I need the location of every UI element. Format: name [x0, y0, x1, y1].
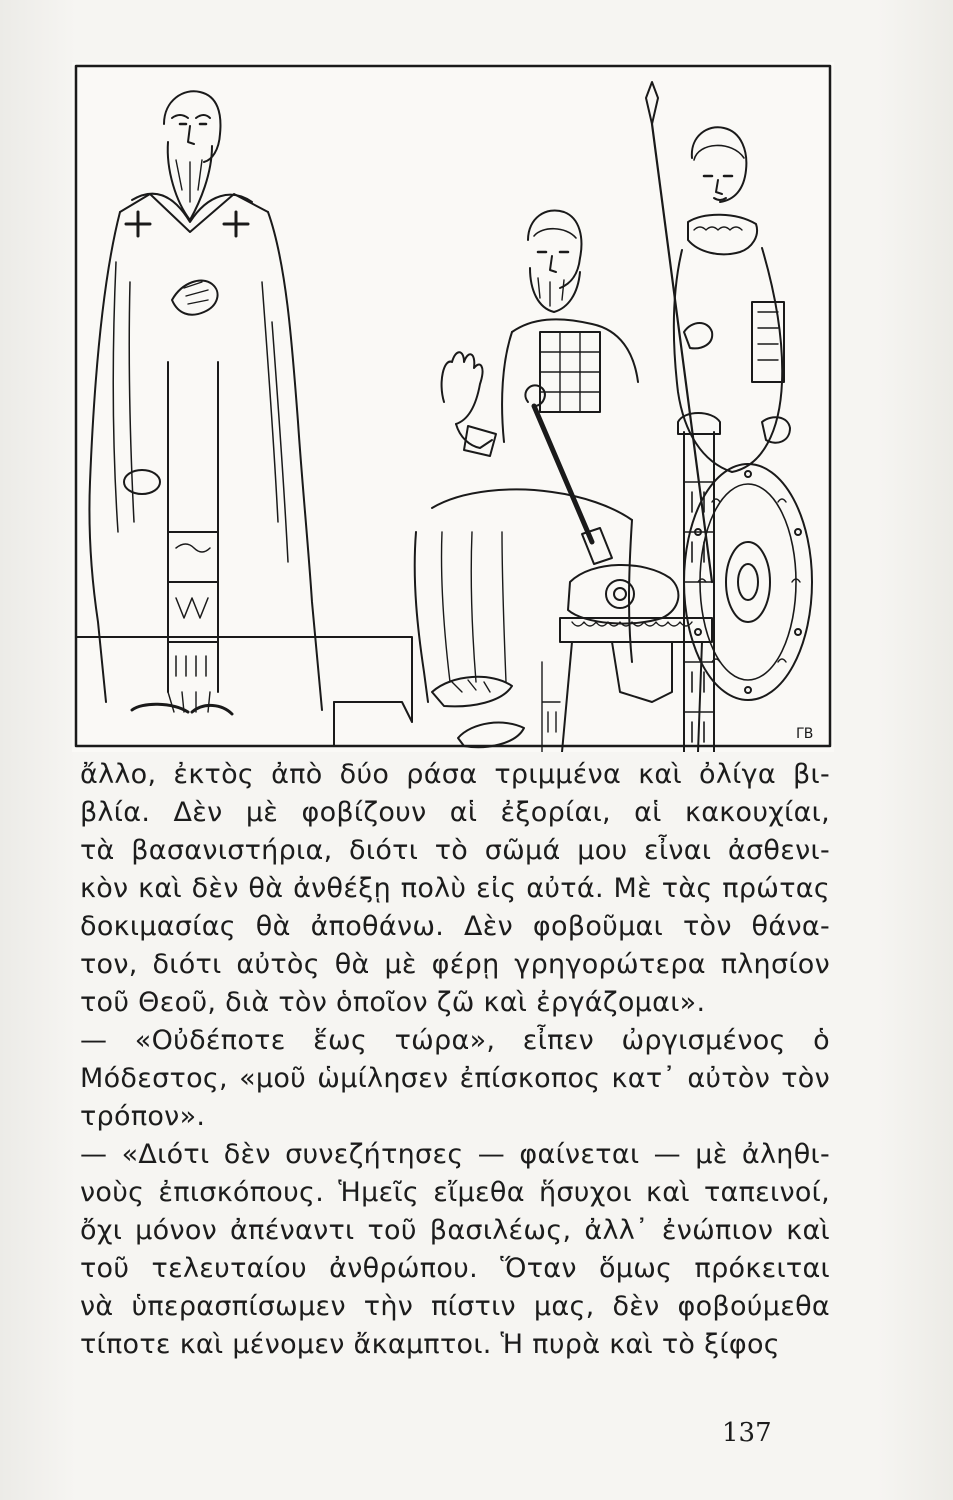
throne — [542, 413, 720, 752]
text-line: νὰ ὑπερασπίσωμεν τὴν πίστιν μας, δὲν φοβούμεθα — [80, 1291, 830, 1322]
text-line: τὰ βασανιστήρια, διότι τὸ σῶμά μου εἶναι ἀσθενι- — [80, 835, 830, 866]
text-line: δοκιμασίας θὰ ἀποθάνω. Δὲν φοβοῦμαι τὸν θάνα- — [80, 911, 830, 942]
emperor-figure — [415, 210, 679, 747]
text-line: ὄχι μόνον ἀπέναντι τοῦ βασιλέως, ἀλλ᾽ ἐνώπιον καὶ — [80, 1215, 830, 1246]
text-line: τίποτε καὶ μένομεν ἄκαμπτοι. Ἡ πυρὰ καὶ τὸ ξίφος — [80, 1329, 780, 1360]
illustration — [72, 62, 834, 752]
bishop-figure — [89, 91, 322, 714]
illustration-frame — [76, 66, 830, 746]
text-line: — «Οὐδέποτε ἕως τώρα», εἶπεν ὠργισμένος ὁ — [80, 1025, 830, 1056]
paragraph — [80, 1136, 830, 1364]
artist-signature: ΓΒ — [796, 726, 814, 742]
paragraph — [80, 756, 830, 1022]
text-line: ἄλλο, ἐκτὸς ἀπὸ δύο ράσα τριμμένα καὶ ὀλίγα βι- — [80, 759, 830, 790]
body-text — [80, 756, 830, 1364]
paragraph — [80, 1022, 830, 1136]
illustration-drawing — [72, 62, 834, 752]
text-line: κὸν καὶ δὲν θὰ ἀνθέξῃ πολὺ εἰς αὐτά. Μὲ τὰς πρώτας — [80, 873, 830, 904]
floor-line — [76, 637, 412, 722]
text-line: βλία. Δὲν μὲ φοβίζουν αἱ ἐξορίαι, αἱ κακουχίαι, — [80, 797, 830, 828]
text-line: νοὺς ἐπισκόπους. Ἡμεῖς εἴμεθα ἥσυχοι καὶ ταπεινοί, — [80, 1177, 830, 1208]
text-line: τοῦ τελευταίου ἀνθρώπου. Ὅταν ὅμως πρόκειται — [80, 1253, 830, 1284]
text-line: — «Διότι δὲν συνεζήτησες — φαίνεται — μὲ ἀληθι- — [80, 1139, 830, 1170]
text-line: τοῦ Θεοῦ, διὰ τὸν ὁποῖον ζῶ καὶ ἐργάζομαι». — [80, 987, 706, 1018]
text-line: τρόπον». — [80, 1101, 206, 1132]
text-line: τον, διότι αὐτὸς θὰ μὲ φέρῃ γρηγορώτερα πλησίον — [80, 949, 830, 980]
guard-figure — [646, 82, 812, 700]
page-number: 137 — [722, 1418, 772, 1448]
text-line: Μόδεστος, «μοῦ ὡμίλησεν ἐπίσκοπος κατ᾽ αὐτὸν τὸν — [80, 1063, 830, 1094]
